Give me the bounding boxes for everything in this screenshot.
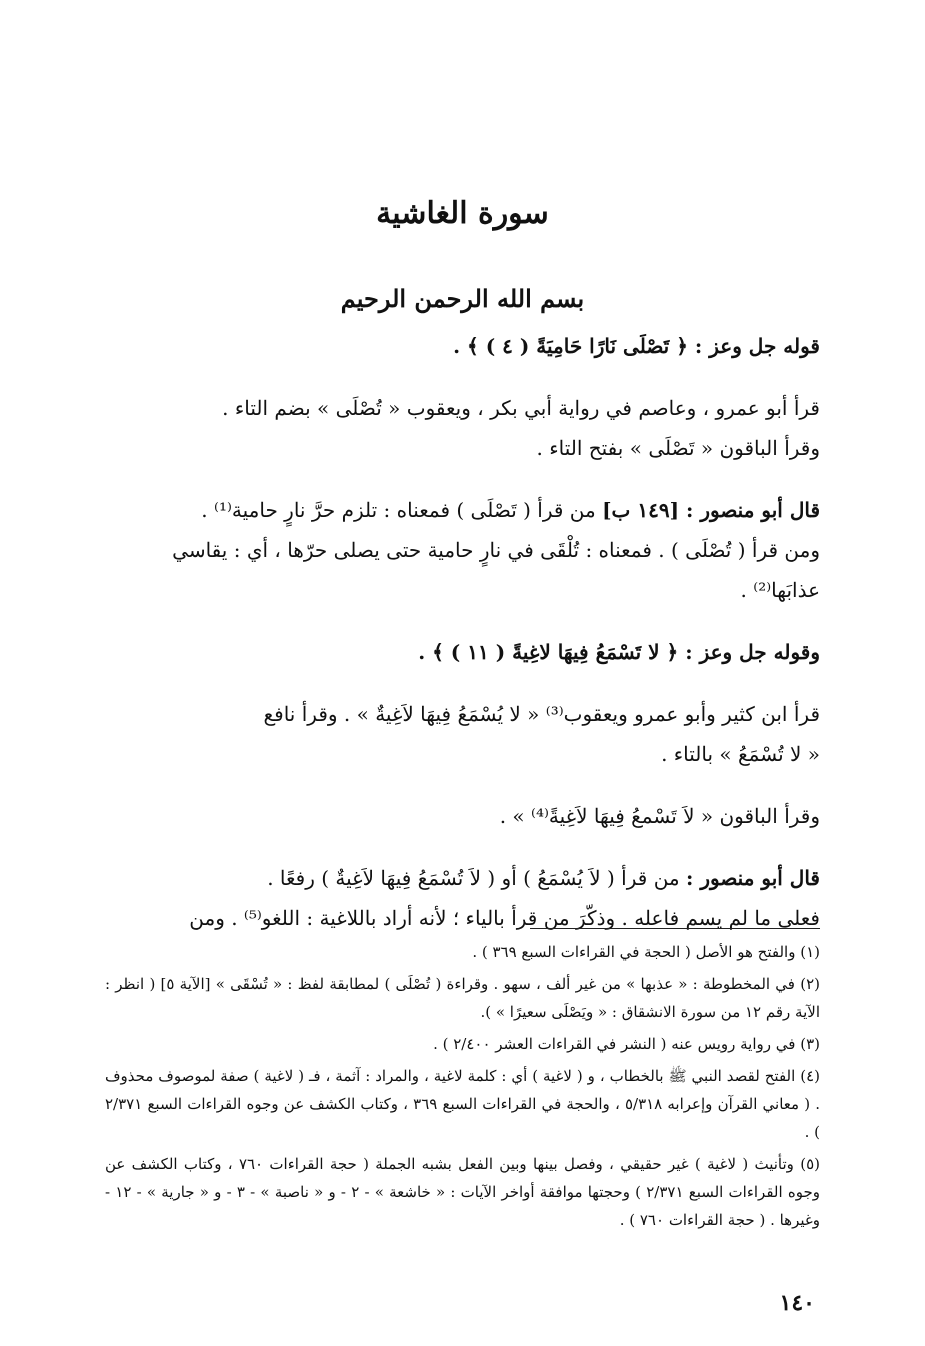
paragraph-readings-3 — [105, 796, 820, 836]
paragraph-commentary-1 — [105, 490, 820, 610]
footnote-5: (٥) وتأنيث ( لاغية ) غير حقيقي ، وفصل بينها وبين الفعل بشبه الجملة ( حجة القراءات ٧٦٠ ، وكتاب الكشف عن وجوه القراءات السبع ٢/٣٧١ ) وحجتها موافقة أواخر الآيات : « خاشعة » - ٢ - و « ناصبة » - ٣ - و « جارية » - ١٢ - وغيرها . ( حجة القراءات ٧٦٠ ) . — [105, 1155, 820, 1229]
footnote-1: (١) والفتح هو الأصل ( الحجة في القراءات السبع ٣٦٩ ) . — [472, 943, 820, 961]
footnote-4: (٤) الفتح لقصد النبي ﷺ بالخطاب ، و ( لاغية ) أي : كلمة لاغية ، والمراد : آثمة ، فـ ( لاغية ) صفة لموصوف محذوف . ( معاني القرآن وإعرابه ٥/٣١٨ ، والحجة في القراءات السبع ٣٦٩ ، وكتاب الكشف عن وجوه القراءات السبع ٢/٣٧١ ) . — [105, 1067, 820, 1141]
verse-intro: وقوله جل وعز : — [685, 640, 820, 664]
footnote-3: (٣) في رواية رويس عنه ( النشر في القراءات العشر ٢/٤٠٠ ) . — [433, 1035, 820, 1053]
verse-heading-2 — [105, 632, 820, 672]
text-line: قرأ أبو عمرو ، وعاصم في رواية أبي بكر ، ويعقوب « تُصْلَى » بضم التاء . — [222, 396, 820, 420]
text-line: « لا تُسْمَعُ » بالتاء . — [661, 742, 820, 766]
text-line: قرأ ابن كثير وأبو عمرو ويعقوب⁽³⁾ « لا يُسْمَعُ فِيهَا لاَغِيةٌ » . وقرأ نافع — [263, 702, 820, 726]
paragraph-readings-2 — [105, 694, 820, 774]
paragraph-readings-1 — [105, 388, 820, 468]
text-line: وقرأ الباقون « لاَ تَسْمعُ فِيهَا لاَغِيةً⁽⁴⁾ » . — [499, 804, 820, 828]
footnote-divider — [530, 928, 820, 929]
commentary-text: من قرأ ( لاَ يُسْمَعُ ) أو ( لاَ تُسْمَعُ فِيهَا لاَغِيةٌ ) رفعًا . — [267, 866, 680, 890]
text-line: فعلى ما لم يسم فاعله . وذكّرَ من قرأ بالياء ؛ لأنه أراد باللاغية : اللغو⁽⁵⁾ . ومن — [189, 906, 820, 930]
text-line: عذابَها⁽²⁾ . — [740, 578, 820, 602]
footnote-2: (٢) في المخطوطة : « عذبها » من غير ألف ، سهو . وقراءة ( تُصْلَى ) لمطابقة لفظ : « تُسْقَى » [الآية ٥] ( انظر : الآية رقم ١٢ من سورة الانشقاق : « ويَصْلَى سعيرًا » ). — [105, 975, 820, 1021]
verse-quote: ﴿ لا تَسْمَعُ فِيهَا لاغِيةً ( ١١ ) ﴾ . — [418, 640, 679, 664]
verse-heading-1 — [105, 326, 820, 366]
text-line — [105, 858, 820, 898]
text-line: وقرأ الباقون « تَصْلَى » بفتح التاء . — [536, 436, 820, 460]
text-line — [105, 490, 820, 530]
basmala: بسم الله الرحمن الرحيم — [340, 284, 585, 313]
commentary-text: من قرأ ( تَصْلَى ) فمعناه : تلزم حرَّ نارٍ حامية⁽¹⁾ . — [201, 498, 596, 522]
footnotes — [105, 938, 820, 1238]
verse-intro: قوله جل وعز : — [694, 334, 820, 358]
paragraph-commentary-2 — [105, 858, 820, 938]
main-text — [105, 326, 820, 938]
text-line: ومن قرأ ( تُصْلَى ) . فمعناه : تُلْقَى في نارٍ حامية حتى يصلى حرّها ، أي : يقاسي — [172, 538, 820, 562]
verse-quote: ﴿ تَصْلَى نَارًا حَامِيَةً ( ٤ ) ﴾ . — [453, 334, 688, 358]
page-number: ١٤٠ — [779, 1290, 815, 1316]
speaker-lead: قال أبو منصور : [١٤٩ ب] — [602, 498, 820, 522]
speaker-lead: قال أبو منصور : — [686, 866, 820, 890]
sura-title: سورة الغاشية — [376, 196, 549, 231]
